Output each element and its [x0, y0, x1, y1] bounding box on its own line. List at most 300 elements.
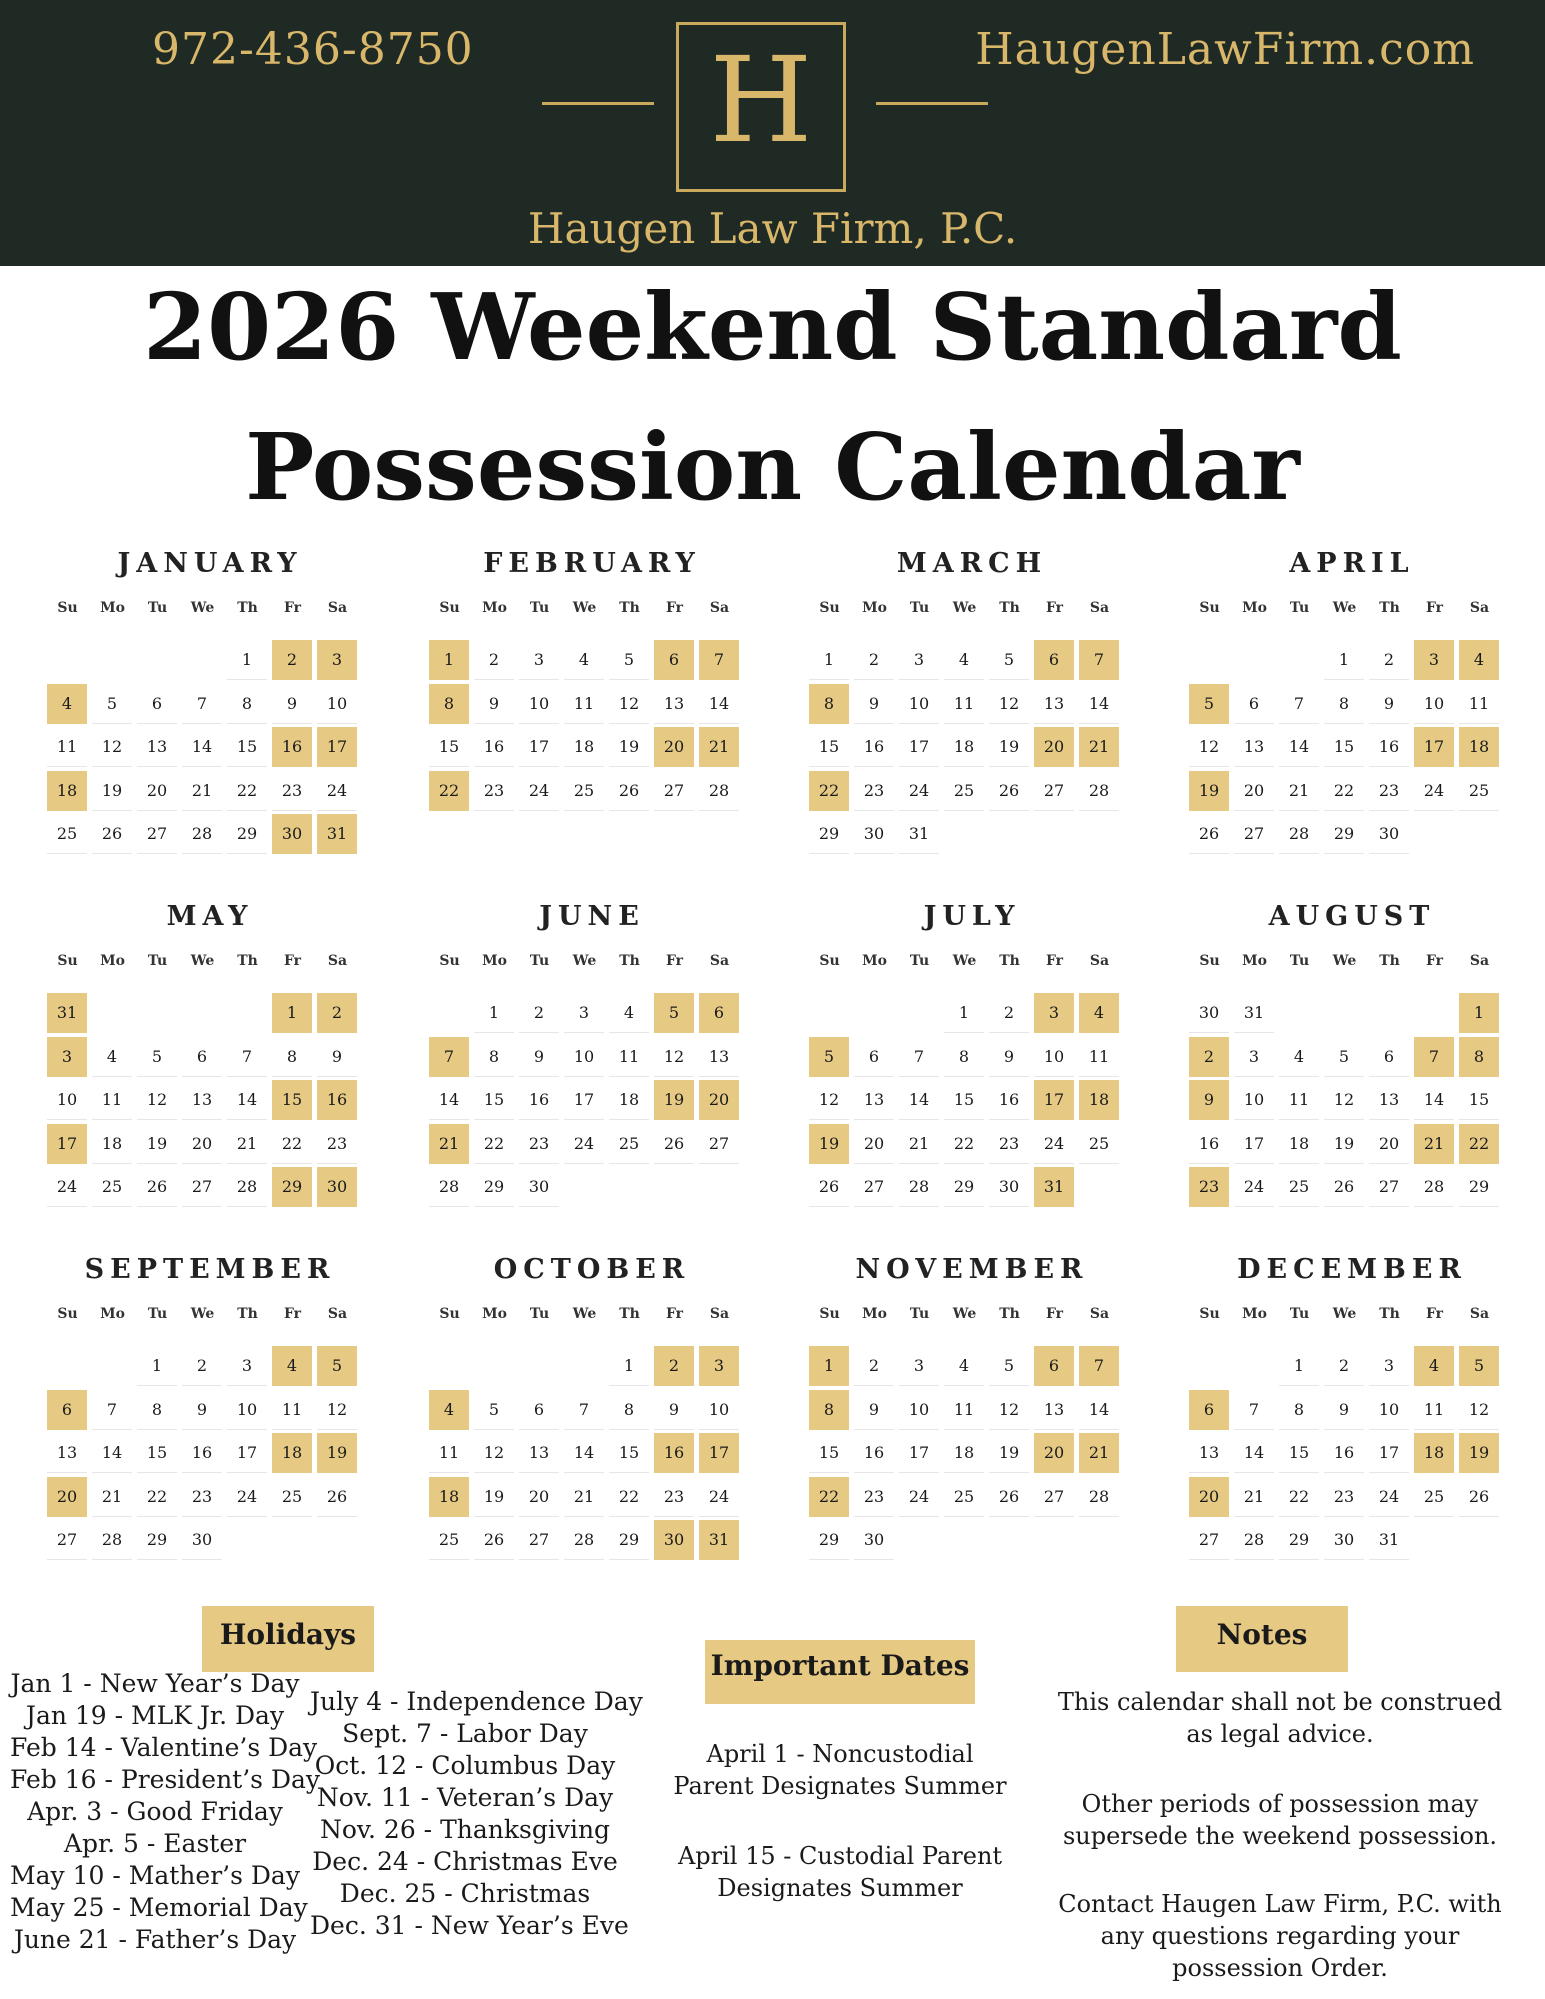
calendar-day: 12 [1189, 727, 1229, 767]
weekday-header: Fr [283, 1306, 302, 1322]
calendar-day: 15 [809, 727, 849, 767]
calendar-day: 12 [317, 1390, 357, 1430]
calendar-day: 2 [182, 1346, 222, 1386]
possession-day: 30 [317, 1167, 357, 1207]
calendar-day: 19 [92, 771, 132, 811]
possession-day: 30 [272, 814, 312, 854]
calendar-day: 6 [137, 684, 177, 724]
calendar-day: 22 [137, 1477, 177, 1517]
calendar-day: 5 [989, 1346, 1029, 1386]
calendar-day: 5 [137, 1037, 177, 1077]
calendar-day: 13 [1369, 1080, 1409, 1120]
calendar-day: 11 [1459, 684, 1499, 724]
possession-day: 21 [429, 1124, 469, 1164]
possession-day: 20 [654, 727, 694, 767]
calendar-day: 8 [474, 1037, 514, 1077]
calendar-day: 3 [519, 640, 559, 680]
calendar-day: 26 [989, 771, 1029, 811]
calendar-day: 15 [1324, 727, 1364, 767]
weekday-header: Th [999, 953, 1020, 969]
calendar-day: 27 [1034, 1477, 1074, 1517]
holiday-item: Feb 16 - President’s Day [10, 1765, 321, 1794]
calendar-day: 13 [47, 1433, 87, 1473]
possession-day: 5 [1189, 684, 1229, 724]
calendar-day: 19 [137, 1124, 177, 1164]
website-link[interactable]: HaugenLawFirm.com [975, 24, 1475, 75]
weekday-header: Tu [909, 1306, 930, 1322]
holiday-item: Dec. 24 - Christmas Eve [312, 1847, 618, 1876]
possession-day: 4 [1414, 1346, 1454, 1386]
calendar-day: 30 [854, 814, 894, 854]
weekday-header: Su [819, 1306, 840, 1322]
holiday-item: July 4 - Independence Day [310, 1687, 643, 1716]
calendar-day: 2 [854, 640, 894, 680]
calendar-day: 26 [137, 1167, 177, 1207]
calendar-day: 4 [92, 1037, 132, 1077]
possession-day: 4 [1459, 640, 1499, 680]
possession-day: 6 [1189, 1390, 1229, 1430]
weekday-header: Th [1379, 953, 1400, 969]
possession-day: 4 [429, 1390, 469, 1430]
calendar-day: 15 [227, 727, 267, 767]
calendar-day: 13 [1034, 684, 1074, 724]
weekday-header: Fr [1425, 1306, 1444, 1322]
calendar-day: 3 [899, 1346, 939, 1386]
possession-day: 20 [699, 1080, 739, 1120]
month-name: JANUARY [117, 548, 303, 579]
firm-logo [676, 22, 846, 192]
calendar-day: 15 [1279, 1433, 1319, 1473]
calendar-day: 29 [944, 1167, 984, 1207]
calendar-day: 26 [1189, 814, 1229, 854]
calendar-day: 20 [1369, 1124, 1409, 1164]
weekday-header: Th [619, 953, 640, 969]
possession-day: 20 [47, 1477, 87, 1517]
phone-number[interactable]: 972-436-8750 [152, 24, 474, 75]
firm-name: Haugen Law Firm, P.C. [527, 204, 1018, 253]
calendar-day: 19 [989, 727, 1029, 767]
calendar-day: 7 [564, 1390, 604, 1430]
calendar-day: 5 [474, 1390, 514, 1430]
important-date-1: April 1 - Noncustodial Parent Designates Summer [673, 1740, 1007, 1800]
calendar-day: 6 [182, 1037, 222, 1077]
weekday-header: Mo [1242, 953, 1267, 969]
calendar-day: 26 [474, 1520, 514, 1560]
possession-day: 31 [317, 814, 357, 854]
calendar-day: 4 [609, 993, 649, 1033]
possession-day: 30 [654, 1520, 694, 1560]
holiday-item: Dec. 25 - Christmas [339, 1879, 591, 1908]
calendar-day: 25 [564, 771, 604, 811]
possession-day: 18 [429, 1477, 469, 1517]
calendar-day: 22 [227, 771, 267, 811]
possession-day: 21 [1079, 727, 1119, 767]
possession-day: 8 [809, 1390, 849, 1430]
weekday-header: Tu [909, 600, 930, 616]
calendar-day: 11 [92, 1080, 132, 1120]
calendar-day: 20 [1234, 771, 1274, 811]
logo-line-right [876, 102, 988, 105]
calendar-day: 2 [474, 640, 514, 680]
weekday-header: Mo [482, 953, 507, 969]
calendar-day: 16 [1324, 1433, 1364, 1473]
possession-day: 4 [1079, 993, 1119, 1033]
calendar-day: 20 [137, 771, 177, 811]
possession-day: 2 [654, 1346, 694, 1386]
weekday-header: Fr [665, 953, 684, 969]
holiday-item: Sept. 7 - Labor Day [342, 1719, 588, 1748]
month-name: OCTOBER [493, 1254, 691, 1285]
calendar-day: 24 [699, 1477, 739, 1517]
calendar-day: 21 [92, 1477, 132, 1517]
calendar-day: 11 [272, 1390, 312, 1430]
calendar-day: 23 [519, 1124, 559, 1164]
possession-day: 7 [429, 1037, 469, 1077]
calendar-day: 11 [429, 1433, 469, 1473]
weekday-header: Tu [529, 600, 550, 616]
calendar-day: 16 [519, 1080, 559, 1120]
calendar-day: 23 [1324, 1477, 1364, 1517]
calendar-day: 27 [182, 1167, 222, 1207]
possession-day: 7 [1079, 1346, 1119, 1386]
calendar-day: 13 [699, 1037, 739, 1077]
weekday-header: Sa [1089, 1306, 1110, 1322]
calendar-day: 23 [654, 1477, 694, 1517]
calendar-day: 23 [1369, 771, 1409, 811]
calendar-day: 8 [609, 1390, 649, 1430]
calendar-day: 14 [92, 1433, 132, 1473]
calendar-day: 20 [519, 1477, 559, 1517]
calendar-day: 27 [1034, 771, 1074, 811]
calendar-day: 7 [899, 1037, 939, 1077]
calendar-day: 15 [474, 1080, 514, 1120]
calendar-day: 25 [47, 814, 87, 854]
month-name: MAY [166, 901, 254, 932]
calendar-day: 11 [609, 1037, 649, 1077]
calendar-day: 25 [429, 1520, 469, 1560]
logo-line-left [542, 102, 654, 105]
calendar-day: 27 [137, 814, 177, 854]
calendar-day: 28 [92, 1520, 132, 1560]
weekday-header: Sa [327, 1306, 348, 1322]
possession-day: 21 [1414, 1124, 1454, 1164]
calendar-day: 12 [1324, 1080, 1364, 1120]
calendar-day: 25 [609, 1124, 649, 1164]
calendar-day: 27 [854, 1167, 894, 1207]
holiday-item: June 21 - Father’s Day [13, 1925, 297, 1954]
weekday-header: Tu [909, 953, 930, 969]
weekday-header: Mo [1242, 1306, 1267, 1322]
calendar-day: 29 [609, 1520, 649, 1560]
calendar-day: 10 [699, 1390, 739, 1430]
calendar-day: 24 [1369, 1477, 1409, 1517]
holiday-item: Apr. 3 - Good Friday [27, 1797, 283, 1826]
calendar-day: 24 [899, 771, 939, 811]
calendar-day: 23 [317, 1124, 357, 1164]
weekday-header: Sa [1089, 953, 1110, 969]
calendar-day: 25 [272, 1477, 312, 1517]
calendar-day: 25 [92, 1167, 132, 1207]
weekday-header: Sa [709, 1306, 730, 1322]
calendar-day: 7 [227, 1037, 267, 1077]
month-name: MARCH [896, 548, 1048, 579]
calendar-day: 2 [989, 993, 1029, 1033]
weekday-header: Tu [1289, 953, 1310, 969]
weekday-header: Fr [1045, 1306, 1064, 1322]
weekday-header: Th [237, 953, 258, 969]
calendar-day: 22 [609, 1477, 649, 1517]
weekday-header: Mo [482, 600, 507, 616]
calendar-day: 9 [272, 684, 312, 724]
calendar-day: 15 [137, 1433, 177, 1473]
calendar-day: 21 [182, 771, 222, 811]
calendar-day: 12 [989, 684, 1029, 724]
possession-day: 2 [317, 993, 357, 1033]
possession-day: 3 [699, 1346, 739, 1386]
weekday-header: Su [1199, 600, 1220, 616]
weekday-header: Tu [529, 1306, 550, 1322]
calendar-day: 26 [989, 1477, 1029, 1517]
calendar-day: 11 [1079, 1037, 1119, 1077]
possession-day: 18 [47, 771, 87, 811]
calendar-day: 12 [92, 727, 132, 767]
calendar-day: 13 [137, 727, 177, 767]
calendar-day: 23 [474, 771, 514, 811]
calendar-day: 10 [899, 684, 939, 724]
calendar-day: 3 [1369, 1346, 1409, 1386]
calendar-day: 28 [429, 1167, 469, 1207]
calendar-day: 23 [854, 771, 894, 811]
weekday-header: Mo [100, 1306, 125, 1322]
calendar-day: 16 [989, 1080, 1029, 1120]
possession-day: 31 [1034, 1167, 1074, 1207]
weekday-header: Sa [709, 953, 730, 969]
calendar-day: 6 [519, 1390, 559, 1430]
weekday-header: We [190, 953, 215, 969]
weekday-header: Th [999, 600, 1020, 616]
calendar-day: 6 [1234, 684, 1274, 724]
weekday-header: Fr [283, 600, 302, 616]
weekday-header: We [952, 600, 977, 616]
calendar-day: 18 [564, 727, 604, 767]
logo-letter: H [709, 31, 813, 169]
calendar-day: 18 [92, 1124, 132, 1164]
holiday-item: May 25 - Memorial Day [10, 1893, 308, 1922]
possession-day: 1 [429, 640, 469, 680]
possession-day: 17 [699, 1433, 739, 1473]
calendar-day: 14 [1279, 727, 1319, 767]
calendar-day: 4 [564, 640, 604, 680]
calendar-day: 27 [1234, 814, 1274, 854]
calendar-day: 2 [854, 1346, 894, 1386]
weekday-header: Tu [529, 953, 550, 969]
notes-paragraph-1: This calendar shall not be construed as legal advice. [1057, 1688, 1503, 1748]
possession-day: 8 [809, 684, 849, 724]
calendar-day: 18 [944, 727, 984, 767]
calendar-day: 26 [654, 1124, 694, 1164]
calendar-day: 23 [989, 1124, 1029, 1164]
calendar-day: 21 [1234, 1477, 1274, 1517]
calendar-day: 29 [809, 1520, 849, 1560]
possession-day: 3 [1034, 993, 1074, 1033]
weekday-header: Fr [1045, 953, 1064, 969]
possession-day: 29 [272, 1167, 312, 1207]
calendar-day: 28 [1279, 814, 1319, 854]
calendar-day: 4 [944, 640, 984, 680]
weekday-header: We [952, 953, 977, 969]
weekday-header: Fr [1425, 953, 1444, 969]
possession-day: 16 [654, 1433, 694, 1473]
possession-day: 17 [1414, 727, 1454, 767]
calendar-day: 10 [519, 684, 559, 724]
possession-day: 17 [47, 1124, 87, 1164]
calendar-day: 25 [1414, 1477, 1454, 1517]
page-title-line-1: 2026 Weekend Standard [143, 273, 1402, 381]
calendar-day: 10 [1234, 1080, 1274, 1120]
calendar-day: 30 [1369, 814, 1409, 854]
calendar-day: 26 [317, 1477, 357, 1517]
possession-day: 20 [1034, 1433, 1074, 1473]
calendar-day: 25 [1279, 1167, 1319, 1207]
possession-day: 19 [654, 1080, 694, 1120]
calendar-day: 25 [1459, 771, 1499, 811]
possession-day: 6 [47, 1390, 87, 1430]
possession-day: 7 [699, 640, 739, 680]
calendar-day: 15 [609, 1433, 649, 1473]
calendar-day: 25 [1079, 1124, 1119, 1164]
calendar-day: 24 [519, 771, 559, 811]
calendar-day: 5 [609, 640, 649, 680]
possession-day: 2 [1189, 1037, 1229, 1077]
calendar-day: 9 [1324, 1390, 1364, 1430]
possession-day: 1 [1459, 993, 1499, 1033]
calendar-day: 11 [1279, 1080, 1319, 1120]
calendar-day: 1 [609, 1346, 649, 1386]
calendar-day: 13 [182, 1080, 222, 1120]
calendar-day: 14 [1079, 684, 1119, 724]
calendar-day: 24 [899, 1477, 939, 1517]
possession-day: 3 [1414, 640, 1454, 680]
calendar-day: 1 [1279, 1346, 1319, 1386]
possession-day: 3 [47, 1037, 87, 1077]
calendar-day: 8 [137, 1390, 177, 1430]
calendar-day: 9 [519, 1037, 559, 1077]
calendar-day: 16 [854, 1433, 894, 1473]
calendar-day: 16 [182, 1433, 222, 1473]
holiday-item: Nov. 26 - Thanksgiving [319, 1815, 611, 1844]
calendar-day: 26 [92, 814, 132, 854]
calendar-day: 28 [227, 1167, 267, 1207]
calendar-day: 4 [1279, 1037, 1319, 1077]
weekday-header: We [1332, 600, 1357, 616]
weekday-header: Su [1199, 953, 1220, 969]
weekday-header: Tu [147, 1306, 168, 1322]
calendar-day: 12 [989, 1390, 1029, 1430]
holiday-item: Jan 19 - MLK Jr. Day [25, 1701, 285, 1730]
calendar-day: 14 [182, 727, 222, 767]
calendar-day: 28 [1234, 1520, 1274, 1560]
calendar-day: 28 [1079, 1477, 1119, 1517]
calendar-day: 14 [564, 1433, 604, 1473]
weekday-header: We [572, 1306, 597, 1322]
possession-day: 6 [699, 993, 739, 1033]
calendar-day: 20 [182, 1124, 222, 1164]
calendar-day: 13 [654, 684, 694, 724]
calendar-day: 30 [182, 1520, 222, 1560]
weekday-header: Sa [327, 600, 348, 616]
calendar-day: 14 [1079, 1390, 1119, 1430]
calendar-day: 22 [944, 1124, 984, 1164]
page-title-line-2: Possession Calendar [245, 413, 1300, 521]
weekday-header: Tu [1289, 600, 1310, 616]
calendar-day: 30 [1189, 993, 1229, 1033]
calendar-day: 13 [1234, 727, 1274, 767]
month-name: AUGUST [1268, 901, 1436, 932]
possession-day: 21 [699, 727, 739, 767]
possession-day: 20 [1034, 727, 1074, 767]
calendar-day: 9 [854, 1390, 894, 1430]
possession-day: 18 [1079, 1080, 1119, 1120]
calendar-day: 26 [609, 771, 649, 811]
calendar-day: 17 [899, 1433, 939, 1473]
weekday-header: Th [619, 1306, 640, 1322]
calendar-day: 24 [47, 1167, 87, 1207]
calendar-day: 8 [227, 684, 267, 724]
calendar-day: 29 [227, 814, 267, 854]
weekday-header: Th [1379, 600, 1400, 616]
possession-day: 19 [317, 1433, 357, 1473]
calendar-day: 16 [1369, 727, 1409, 767]
calendar-day: 17 [899, 727, 939, 767]
calendar-day: 8 [944, 1037, 984, 1077]
possession-day: 3 [317, 640, 357, 680]
calendar-day: 2 [1369, 640, 1409, 680]
calendar-day: 31 [899, 814, 939, 854]
calendar-day: 11 [944, 1390, 984, 1430]
calendar-day: 3 [564, 993, 604, 1033]
calendar-day: 11 [1414, 1390, 1454, 1430]
calendar-day: 28 [899, 1167, 939, 1207]
holiday-item: Nov. 11 - Veteran’s Day [316, 1783, 614, 1812]
month-name: JUNE [539, 901, 645, 932]
weekday-header: Sa [1469, 953, 1490, 969]
notes-paragraph-3: Contact Haugen Law Firm, P.C. with any questions regarding your possession Order. [1058, 1890, 1502, 1982]
holiday-item: May 10 - Mather’s Day [10, 1861, 300, 1890]
calendar-day: 9 [474, 684, 514, 724]
calendar-day: 14 [699, 684, 739, 724]
calendar-day: 13 [1189, 1433, 1229, 1473]
calendar-day: 10 [47, 1080, 87, 1120]
calendar-day: 20 [854, 1124, 894, 1164]
weekday-header: Su [57, 1306, 78, 1322]
calendar-day: 8 [1324, 684, 1364, 724]
calendar-day: 2 [519, 993, 559, 1033]
calendar-day: 5 [989, 640, 1029, 680]
calendar-day: 3 [899, 640, 939, 680]
weekday-header: Mo [482, 1306, 507, 1322]
possession-day: 22 [429, 771, 469, 811]
calendar-day: 9 [317, 1037, 357, 1077]
calendar-day: 10 [564, 1037, 604, 1077]
calendar-day: 28 [1414, 1167, 1454, 1207]
calendar-day: 21 [899, 1124, 939, 1164]
weekday-header: We [952, 1306, 977, 1322]
calendar-day: 12 [1459, 1390, 1499, 1430]
weekday-header: Fr [665, 1306, 684, 1322]
calendar-day: 7 [1279, 684, 1319, 724]
calendar-day: 1 [944, 993, 984, 1033]
calendar-day: 24 [227, 1477, 267, 1517]
